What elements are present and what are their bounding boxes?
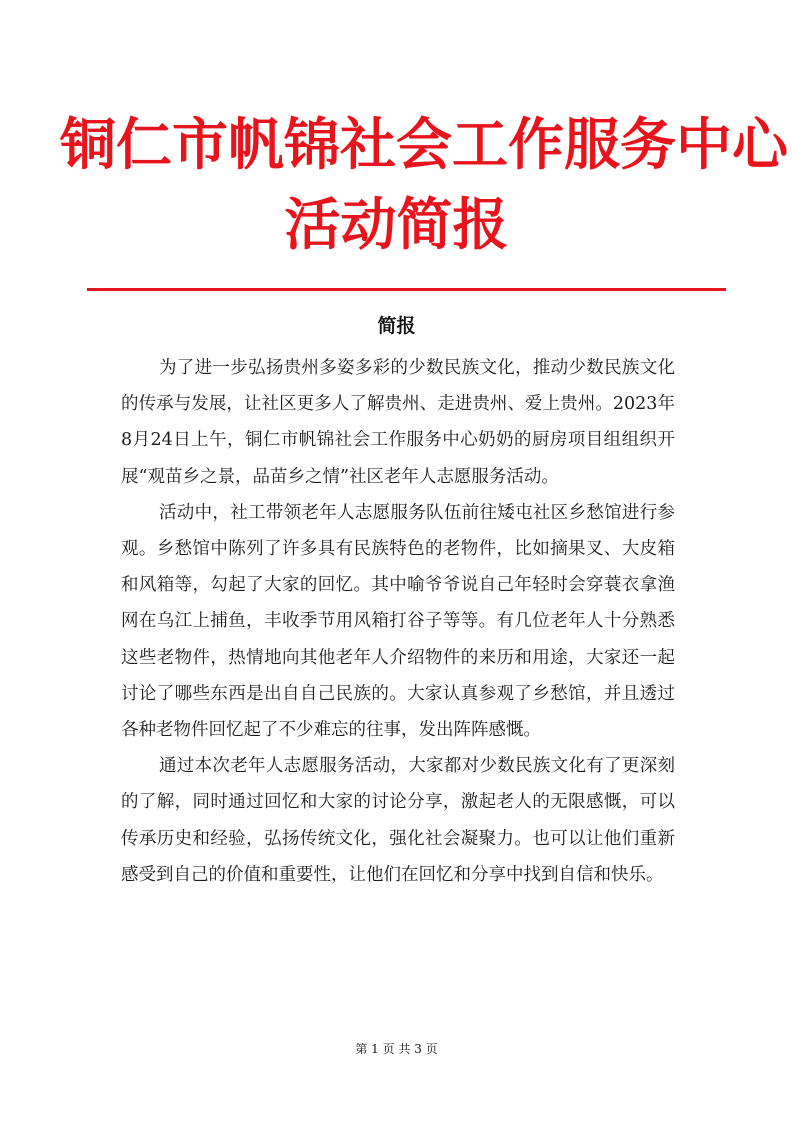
paragraph-conclusion: 通过本次老年人志愿服务活动，大家都对少数民族文化有了更深刻的了解，同时通过回忆和大家的讨论分享，激起老人的无限感慨，可以传承历史和经验，弘扬传统文化，强化社会凝聚力。也可以让他们重新感受到自己的价值和重要性，让他们在回忆和分享中找到自信和快乐。 <box>121 756 675 885</box>
paragraph-intro: 为了进一步弘扬贵州多姿多彩的少数民族文化，推动少数民族文化的传承与发展，让社区更多人了解贵州、走进贵州、爱上贵州。2023年8月24日上午，铜仁市帆锦社会工作服务中心奶奶的厨房项目组组织开展“观苗乡之景，品苗乡之情”社区老年人志愿服务活动。 <box>121 358 675 487</box>
page-number-footer: 第 1 页 共 3 页 <box>355 1042 438 1056</box>
paragraph-activity: 活动中，社工带领老年人志愿服务队伍前往矮屯社区乡愁馆进行参观。乡愁馆中陈列了许多具有民族特色的老物件，比如摘果叉、大皮箱和风箱等，勾起了大家的回忆。其中喻爷爷说自己年轻时会穿蓑衣拿渔网在乌江上捕鱼，丰收季节用风箱打谷子等等。有几位老年人十分熟悉这些老物件，热情地向其他老年人介绍物件的来历和用途，大家还一起讨论了哪些东西是出自自己民族的。大家认真参观了乡愁馆，并且透过各种老物件回忆起了不少难忘的往事，发出阵阵感慨。 <box>121 502 675 741</box>
section-title: 简报 <box>377 315 416 337</box>
masthead-bulletin-title: 活动简报 <box>284 193 509 258</box>
masthead-divider <box>87 288 726 291</box>
masthead-organization-name: 铜仁市帆锦社会工作服务中心 <box>60 113 788 178</box>
bulletin-body <box>121 350 675 893</box>
